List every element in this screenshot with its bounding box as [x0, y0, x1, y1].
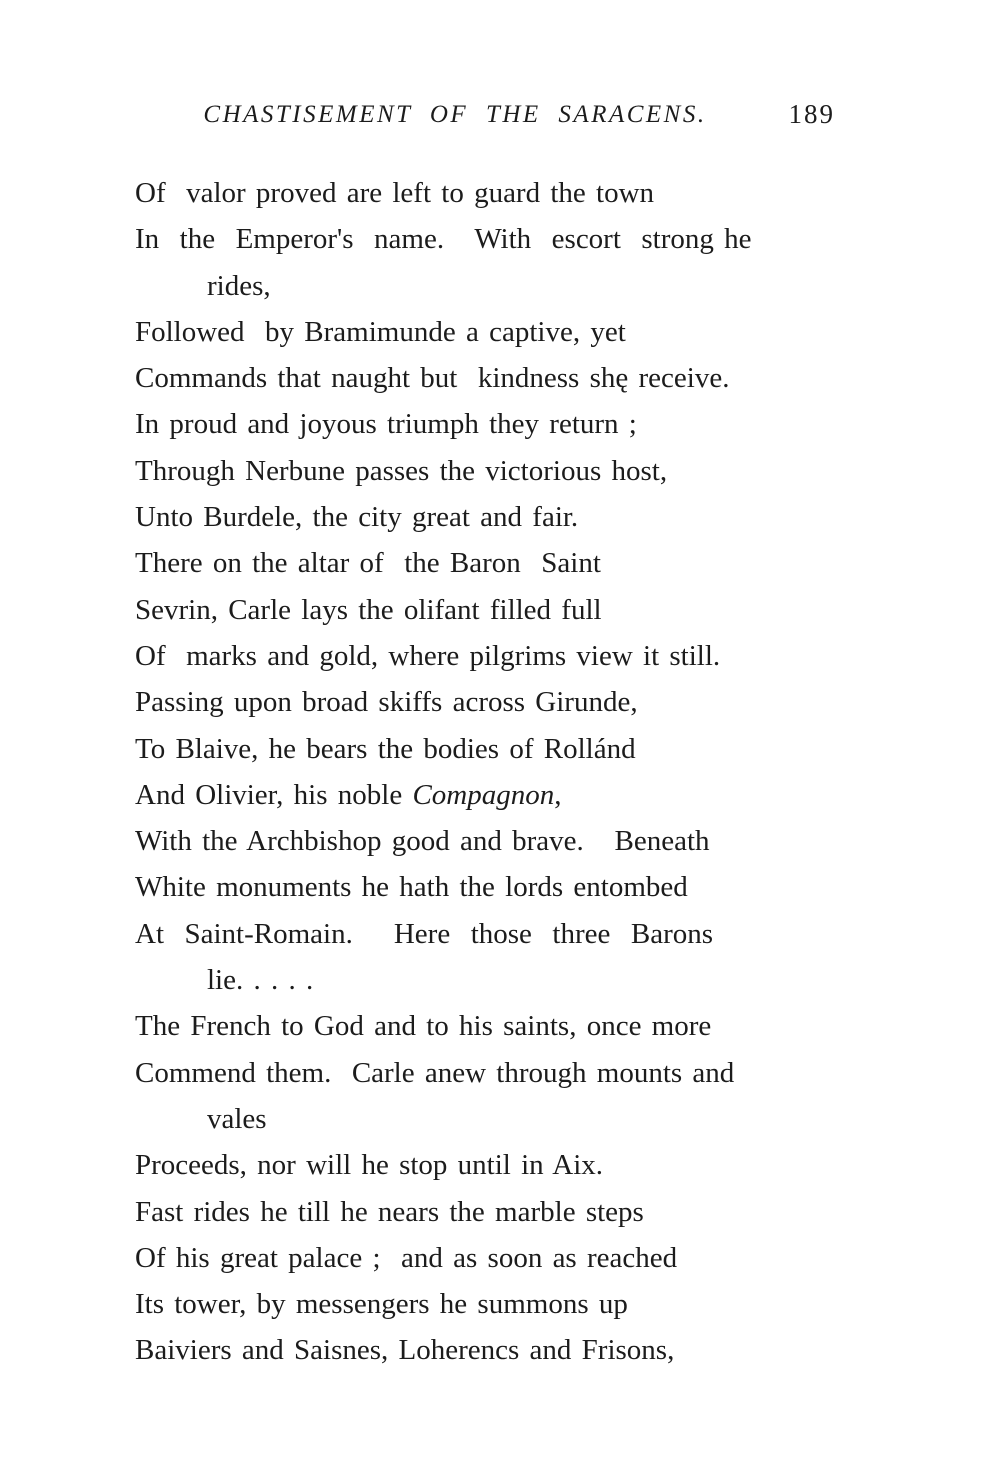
poem-line: [135, 587, 880, 633]
poem-text-segment: Of his great palace ; and as soon as reached: [135, 1241, 678, 1274]
poem-line: [135, 263, 880, 309]
poem-text-segment: The French to God and to his saints, once more: [135, 1010, 712, 1043]
poem-italic-word: Compagnon: [412, 778, 555, 811]
poem-line: [135, 957, 880, 1003]
poem-text-segment: Commend them. Carle anew through mounts and: [135, 1056, 735, 1089]
poem-line: [135, 401, 880, 447]
poem-text-segment: Of valor proved are left to guard the town: [135, 177, 655, 209]
poem-text-segment: Commands that naught but kindness shę receive.: [135, 362, 730, 395]
poem-text-segment: In the Emperor's name. With escort strong he: [135, 223, 752, 256]
poem-line: [135, 772, 880, 818]
page-number: 189: [788, 99, 835, 129]
poem-text-segment: There on the altar of the Baron Saint: [135, 547, 601, 580]
poem-text-segment: In proud and joyous triumph they return ;: [135, 408, 637, 441]
poem-line: [135, 818, 880, 864]
poem-text-segment: With the Archbishop good and brave. Beneath: [135, 825, 710, 858]
poem-line: [135, 1235, 880, 1281]
poem-text-segment: At Saint-Romain. Here those three Barons: [135, 917, 714, 950]
poem-line: [135, 1050, 880, 1096]
poem-line: [135, 1003, 880, 1049]
page-header: [135, 101, 865, 137]
poem-line: [135, 216, 880, 262]
poem-text-segment: White monuments he hath the lords entombed: [135, 871, 688, 904]
poem-line: [135, 1327, 880, 1373]
poem-line: [135, 494, 880, 540]
poem-line: [135, 911, 880, 957]
poem-line: [135, 864, 880, 910]
poem-text-segment: lie. . . . .: [207, 964, 314, 997]
poem-text-segment: Through Nerbune passes the victorious host,: [135, 454, 668, 487]
poem-text-segment: Passing upon broad skiffs across Girunde,: [135, 686, 638, 719]
poem-line: [135, 448, 880, 494]
poem-text: [135, 170, 880, 1374]
poem-text-segment: Fast rides he till he nears the marble steps: [135, 1195, 644, 1228]
poem-text-segment: To Blaive, he bears the bodies of Rollánd: [135, 732, 636, 765]
poem-text-segment: ,: [554, 778, 562, 811]
poem-text-segment: rides,: [207, 269, 271, 302]
poem-line: [135, 633, 880, 679]
poem-text-segment: Baiviers and Saisnes, Loherencs and Frisons,: [135, 1334, 675, 1367]
poem-line: [135, 1189, 880, 1235]
poem-text-segment: Followed by Bramimunde a captive, yet: [135, 315, 626, 348]
poem-text-segment: Proceeds, nor will he stop until in Aix.: [135, 1149, 604, 1182]
running-title: CHASTISEMENT OF THE SARACENS.: [203, 101, 707, 128]
poem-line: [135, 726, 880, 772]
poem-text-segment: And Olivier, his noble: [135, 778, 413, 811]
poem-line: [135, 540, 880, 586]
poem-line: [135, 1281, 880, 1327]
poem-text-segment: Of marks and gold, where pilgrims view it still.: [135, 639, 721, 672]
poem-text-segment: Unto Burdele, the city great and fair.: [135, 501, 579, 534]
poem-line: [135, 679, 880, 725]
poem-line: [135, 1096, 880, 1142]
poem-line: [135, 309, 880, 355]
poem-line: [135, 355, 880, 401]
poem-line: [135, 170, 880, 216]
poem-text-segment: vales: [207, 1102, 267, 1135]
poem-text-segment: Its tower, by messengers he summons up: [135, 1288, 628, 1321]
poem-line: [135, 1142, 880, 1188]
poem-text-segment: Sevrin, Carle lays the olifant filled full: [135, 593, 602, 626]
